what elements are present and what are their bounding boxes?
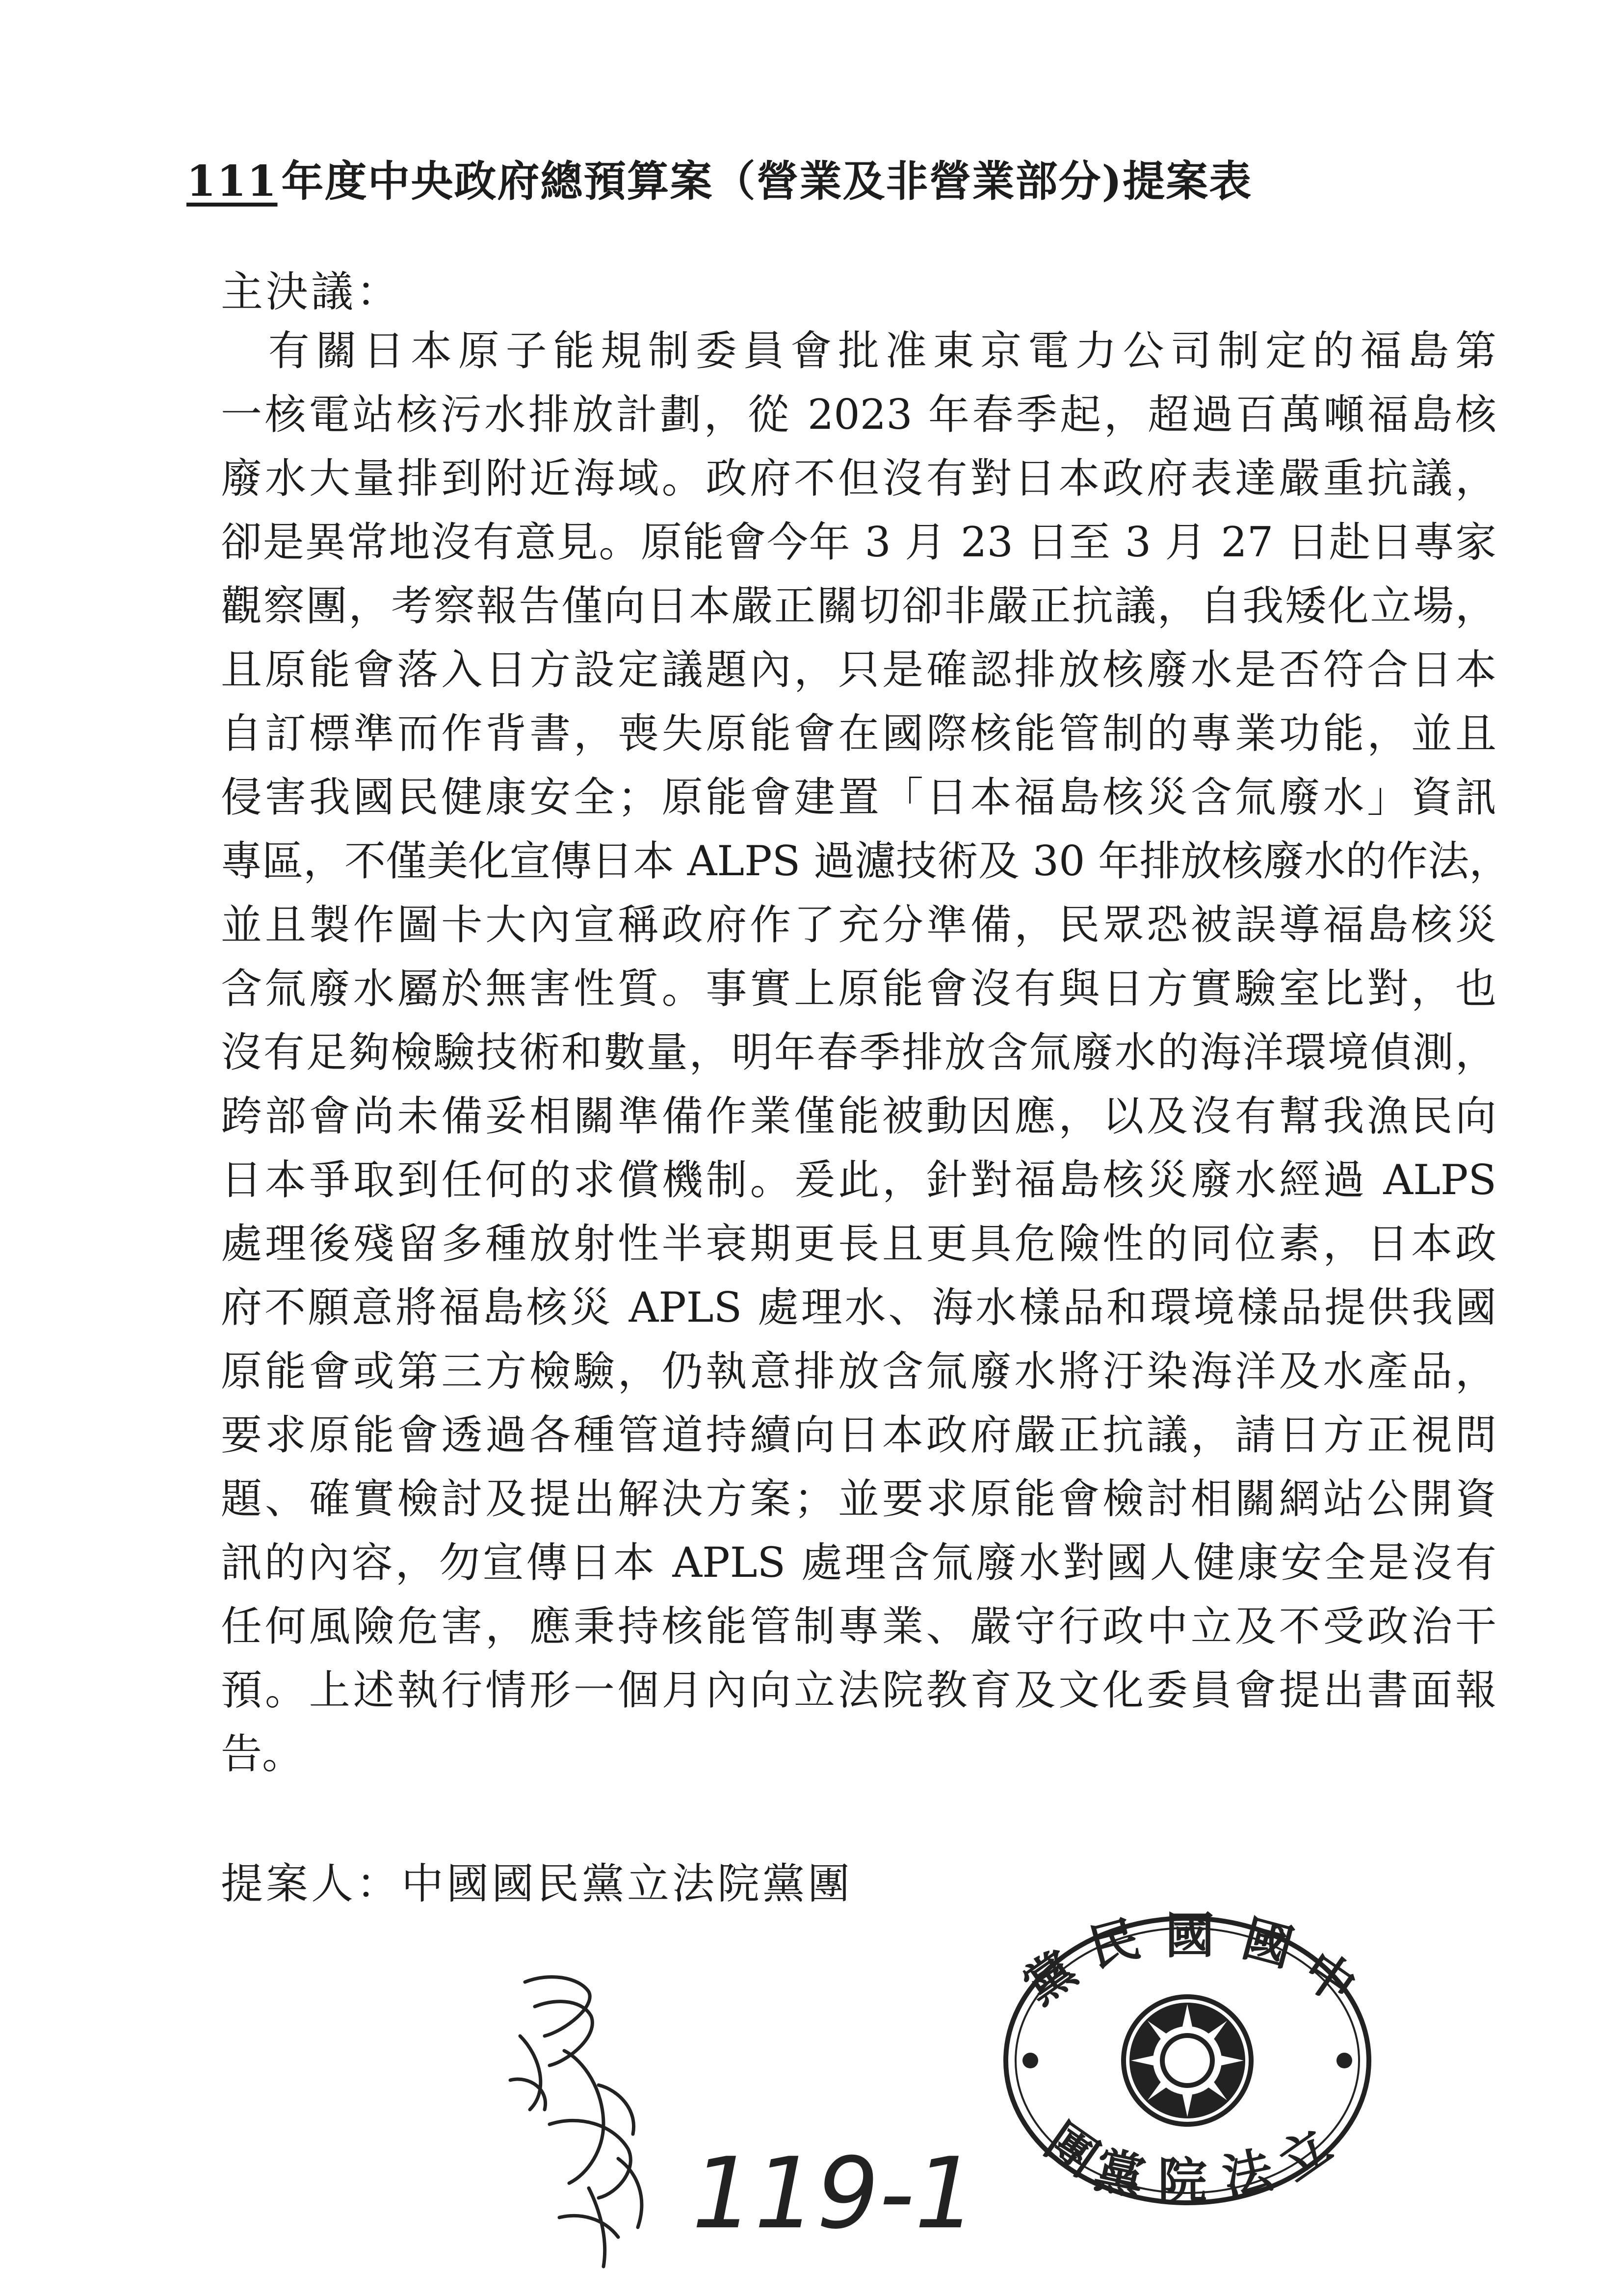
body-line: 自訂標準而作背書，喪失原能會在國際核能管制的專業功能，並且 (221, 709, 1496, 757)
svg-text:院: 院 (1158, 2152, 1207, 2210)
body-line: 任何風險危害，應秉持核能管制專業、嚴守行政中立及不受政治干 (221, 1602, 1496, 1650)
body-line: 處理後殘留多種放射性半衰期更長且更具危險性的同位素，日本政 (221, 1220, 1496, 1268)
party-seal-stamp (1001, 1906, 1374, 2210)
handwritten-page-number (687, 2124, 977, 2252)
body-line: 沒有足夠檢驗技術和數量，明年春季排放含氚廢水的海洋環境偵測， (221, 1028, 1496, 1076)
title-text: 年度中央政府總預算案（營業及非營業部分)提案表 (281, 157, 1253, 206)
body-line: 跨部會尚未備妥相關準備作業僅能被動因應，以及沒有幫我漁民向 (221, 1092, 1496, 1140)
body-line: 原能會或第三方檢驗，仍執意排放含氚廢水將汙染海洋及水產品， (221, 1347, 1496, 1395)
title-year: 111 (186, 157, 278, 206)
handwritten-signature (491, 1962, 697, 2276)
body-line: 日本爭取到任何的求償機制。爰此，針對福島核災廢水經過 ALPS (221, 1156, 1496, 1204)
decision-body (221, 319, 1511, 1786)
svg-text:立: 立 (1268, 2116, 1342, 2192)
svg-text:國: 國 (1165, 1906, 1214, 1964)
svg-text:團: 團 (1035, 2112, 1109, 2188)
body-line: 有關日本原子能規制委員會批准東京電力公司制定的福島第 (221, 327, 1496, 375)
svg-text:中: 中 (1293, 1940, 1366, 2016)
body-line: 並且製作圖卡大內宣稱政府作了充分準備，民眾恐被誤導福島核災 (221, 901, 1496, 949)
body-line: 專區，不僅美化宣傳日本 ALPS 過濾技術及 30 年排放核廢水的作法， (221, 837, 1511, 885)
body-line: 廢水大量排到附近海域。政府不但沒有對日本政府表達嚴重抗議， (221, 454, 1496, 502)
body-line: 要求原能會透過各種管道持續向日本政府嚴正抗議，請日方正視問 (221, 1411, 1496, 1459)
proposer-line: 提案人：中國國民黨立法院黨團 (221, 1859, 853, 1908)
body-line: 預。上述執行情形一個月內向立法院教育及文化委員會提出書面報 (221, 1666, 1496, 1714)
svg-text:法: 法 (1217, 2140, 1278, 2207)
body-line: 告。 (221, 1730, 304, 1778)
body-line: 觀察團，考察報告僅向日本嚴正關切卻非嚴正抗議，自我矮化立場， (221, 582, 1496, 630)
decision-label: 主決議： (221, 267, 401, 316)
svg-text:民: 民 (1083, 1909, 1146, 1978)
body-line: 含氚廢水屬於無害性質。事實上原能會沒有與日方實驗室比對，也 (221, 965, 1496, 1013)
svg-text:黨: 黨 (1090, 2140, 1150, 2207)
svg-text:國: 國 (1236, 1909, 1299, 1978)
body-line: 訊的內容，勿宣傳日本 APLS 處理含氚廢水對國人健康安全是沒有 (221, 1539, 1496, 1587)
body-line: 侵害我國民健康安全；原能會建置「日本福島核災含氚廢水」資訊 (221, 773, 1496, 821)
body-line: 府不願意將福島核災 APLS 處理水、海水樣品和環境樣品提供我國 (221, 1283, 1496, 1331)
body-line: 卻是異常地沒有意見。原能會今年 3 月 23 日至 3 月 27 日赴日專家 (221, 518, 1496, 566)
body-line: 一核電站核污水排放計劃，從 2023 年春季起，超過百萬噸福島核 (221, 391, 1496, 439)
svg-text:黨: 黨 (1013, 1940, 1087, 2016)
page-number-text: 119-1 (692, 2137, 977, 2251)
page-title (186, 147, 1462, 208)
body-line: 題、確實檢討及提出解決方案；並要求原能會檢討相關網站公開資 (221, 1475, 1496, 1523)
body-line: 且原能會落入日方設定議題內，只是確認排放核廢水是否符合日本 (221, 646, 1496, 694)
